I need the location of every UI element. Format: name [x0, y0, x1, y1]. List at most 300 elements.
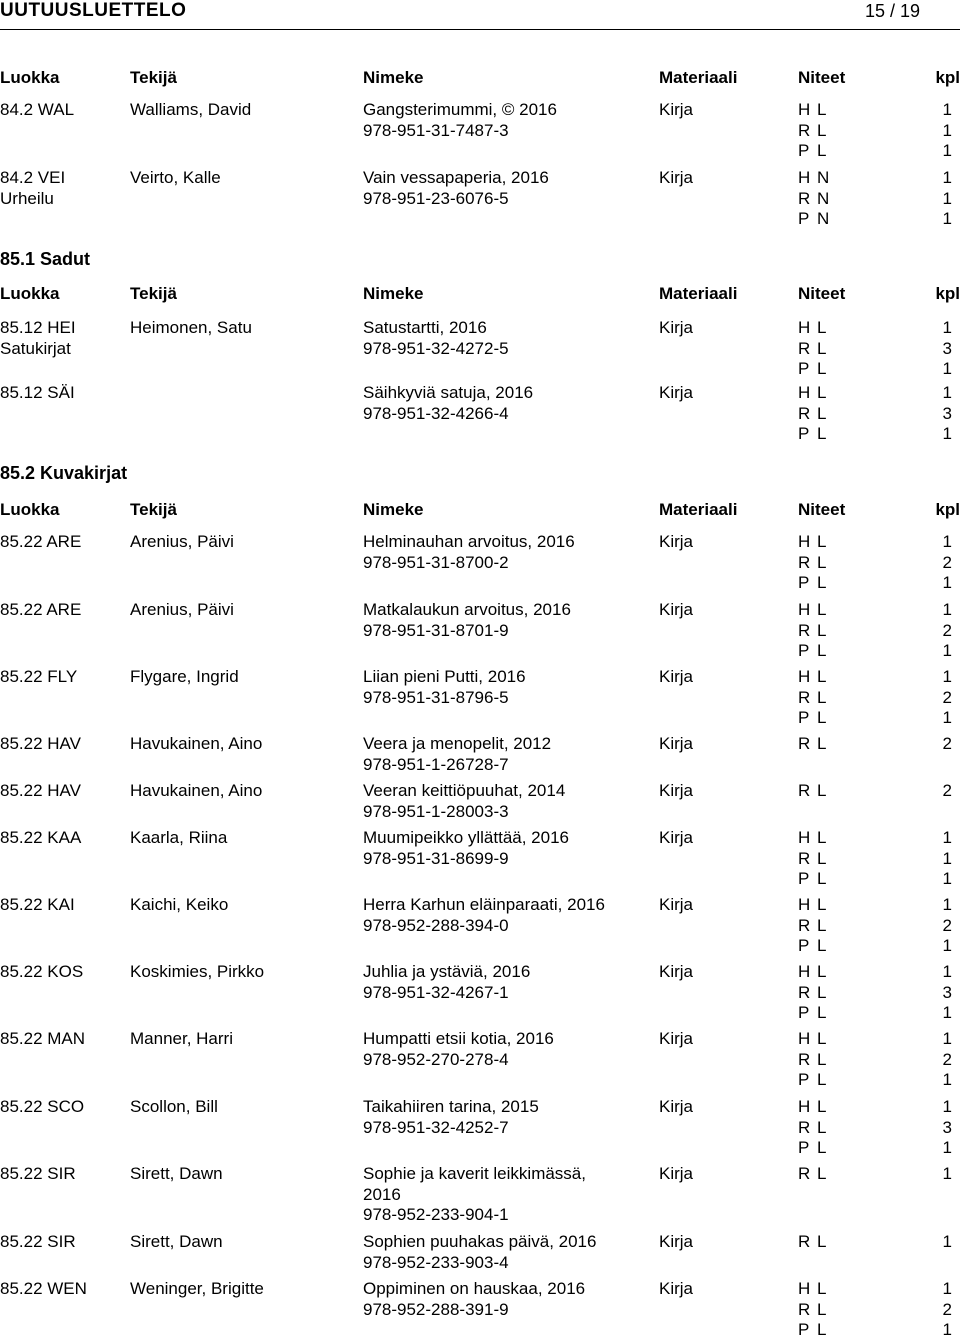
- niteet-location: P: [798, 359, 810, 378]
- kpl-count: 2: [942, 781, 952, 800]
- niteet-type: L: [817, 936, 827, 955]
- entry-luokka: [0, 734, 81, 755]
- entry-materiaali: [659, 100, 693, 121]
- kpl-count: 1: [942, 962, 952, 981]
- col-niteet: Niteet: [798, 68, 846, 87]
- tekija-text: Scollon, Bill: [130, 1097, 218, 1116]
- kpl-count: 1: [942, 1164, 952, 1183]
- nimeke-text: 978-951-31-8701-9: [363, 620, 509, 640]
- col-materiaali: Materiaali: [659, 500, 738, 519]
- niteet-type: L: [817, 600, 827, 619]
- luokka-text: 85.22 SCO: [0, 1097, 85, 1116]
- entry-nimeke: [363, 828, 569, 869]
- niteet-type: L: [817, 848, 827, 868]
- niteet-type: L: [817, 359, 827, 378]
- niteet-location: R: [798, 1232, 811, 1251]
- section-title-sadut: 85.1 Sadut: [0, 249, 91, 269]
- entry-luokka: [0, 1097, 84, 1118]
- kpl-count: 1: [942, 600, 952, 619]
- kpl-count: 2: [942, 734, 952, 753]
- nimeke-text: 978-951-31-8700-2: [363, 552, 509, 572]
- luokka-text: Satukirjat: [0, 338, 71, 358]
- entry-materiaali: [659, 1097, 693, 1118]
- luokka-text: 85.22 ARE: [0, 532, 82, 551]
- kpl-count: 1: [942, 848, 952, 868]
- niteet-location: R: [798, 734, 811, 753]
- entry-luokka: [0, 667, 77, 688]
- entry-tekija: [130, 734, 262, 755]
- kpl-count: 1: [942, 573, 952, 592]
- kpl-count: 2: [942, 620, 952, 640]
- luokka-text: 85.12 HEI: [0, 318, 76, 337]
- luokka-text: 85.22 MAN: [0, 1029, 86, 1048]
- nimeke-text: Veera ja menopelit, 2012: [363, 734, 552, 753]
- niteet-location: H: [798, 1029, 811, 1048]
- materiaali-text: Kirja: [659, 1029, 694, 1048]
- nimeke-text: Liian pieni Putti, 2016: [363, 667, 526, 686]
- niteet-location: H: [798, 828, 811, 847]
- kpl-count: 1: [942, 532, 952, 551]
- entry-luokka: [0, 828, 81, 849]
- niteet-location: R: [798, 781, 811, 800]
- luokka-text: 85.22 HAV: [0, 781, 81, 800]
- tekija-text: Kaarla, Riina: [130, 828, 228, 847]
- entry-nimeke: [363, 168, 549, 209]
- nimeke-text: 978-952-288-394-0: [363, 915, 509, 935]
- entry-niteet-location: [798, 895, 810, 957]
- tekija-text: Manner, Harri: [130, 1029, 233, 1048]
- entry-luokka: [0, 962, 83, 983]
- kpl-count: 1: [942, 383, 952, 402]
- entry-kpl: [943, 1232, 952, 1253]
- nimeke-text: Matkalaukun arvoitus, 2016: [363, 600, 571, 619]
- entry-niteet-type: [817, 100, 826, 162]
- entry-kpl: [943, 168, 952, 230]
- column-header-row: [0, 499, 960, 521]
- niteet-location: P: [798, 936, 810, 955]
- materiaali-text: Kirja: [659, 532, 694, 551]
- niteet-type: N: [817, 168, 830, 187]
- niteet-type: L: [817, 620, 827, 640]
- entry-tekija: [130, 828, 227, 849]
- col-tekija: Tekijä: [130, 500, 177, 519]
- entry-nimeke: [363, 781, 565, 822]
- niteet-type: L: [817, 120, 827, 140]
- nimeke-text: 978-951-32-4266-4: [363, 403, 509, 423]
- entry-kpl: [943, 781, 952, 802]
- entry-nimeke: [363, 962, 530, 1003]
- kpl-count: 2: [942, 552, 952, 572]
- materiaali-text: Kirja: [659, 383, 694, 402]
- entry-nimeke: [363, 383, 533, 424]
- col-luokka: Luokka: [0, 68, 60, 87]
- niteet-location: R: [798, 982, 811, 1002]
- nimeke-text: 978-951-32-4272-5: [363, 338, 509, 358]
- kpl-count: 3: [942, 403, 952, 423]
- col-nimeke: Nimeke: [363, 68, 424, 87]
- entry-materiaali: [659, 1164, 693, 1185]
- entry-luokka: [0, 168, 65, 209]
- niteet-type: L: [817, 1299, 827, 1319]
- entry-niteet-type: [817, 600, 826, 662]
- entry-niteet-type: [817, 1029, 826, 1091]
- kpl-count: 1: [942, 1138, 952, 1157]
- niteet-location: R: [798, 848, 811, 868]
- luokka-text: 85.22 KAA: [0, 828, 82, 847]
- entry-materiaali: [659, 667, 693, 688]
- niteet-type: L: [817, 781, 827, 800]
- niteet-location: R: [798, 1049, 811, 1069]
- column-header-row: [0, 283, 960, 305]
- entry-luokka: [0, 1232, 76, 1253]
- niteet-location: P: [798, 1320, 810, 1339]
- luokka-text: 85.22 SIR: [0, 1232, 76, 1251]
- niteet-location: H: [798, 383, 811, 402]
- column-header-row: [0, 67, 960, 89]
- entry-materiaali: [659, 895, 693, 916]
- entry-niteet-type: [817, 1279, 826, 1341]
- kpl-count: 1: [942, 100, 952, 119]
- tekija-text: Koskimies, Pirkko: [130, 962, 265, 981]
- entry-niteet-location: [798, 781, 810, 802]
- niteet-type: L: [817, 573, 827, 592]
- niteet-type: L: [817, 869, 827, 888]
- entry-nimeke: [363, 1164, 586, 1226]
- luokka-text: 85.22 WEN: [0, 1279, 87, 1298]
- niteet-location: R: [798, 552, 811, 572]
- niteet-type: L: [817, 424, 827, 443]
- col-nimeke: Nimeke: [363, 284, 424, 303]
- entry-niteet-location: [798, 667, 810, 729]
- niteet-location: R: [798, 338, 811, 358]
- kpl-count: 1: [942, 828, 952, 847]
- kpl-count: 1: [942, 1097, 952, 1116]
- nimeke-text: 978-951-31-8796-5: [363, 687, 509, 707]
- niteet-type: L: [817, 1070, 827, 1089]
- entry-materiaali: [659, 318, 693, 339]
- niteet-location: P: [798, 1003, 810, 1022]
- niteet-location: P: [798, 1070, 810, 1089]
- entry-tekija: [130, 600, 234, 621]
- entry-kpl: [943, 100, 952, 162]
- entry-materiaali: [659, 1279, 693, 1300]
- niteet-location: P: [798, 424, 810, 443]
- entry-kpl: [943, 962, 952, 1024]
- kpl-count: 2: [942, 1049, 952, 1069]
- materiaali-text: Kirja: [659, 1279, 694, 1298]
- niteet-type: L: [817, 641, 827, 660]
- entry-kpl: [943, 1029, 952, 1091]
- entry-luokka: [0, 781, 81, 802]
- materiaali-text: Kirja: [659, 962, 694, 981]
- entry-luokka: [0, 895, 75, 916]
- entry-kpl: [943, 318, 952, 380]
- entry-tekija: [130, 1164, 223, 1185]
- niteet-type: L: [817, 1164, 827, 1183]
- nimeke-text: 978-951-1-28003-3: [363, 801, 509, 821]
- kpl-count: 1: [942, 1279, 952, 1298]
- entry-tekija: [130, 895, 228, 916]
- entry-niteet-location: [798, 828, 810, 890]
- materiaali-text: Kirja: [659, 100, 694, 119]
- niteet-location: P: [798, 141, 810, 160]
- entry-tekija: [130, 1232, 223, 1253]
- entry-kpl: [943, 1279, 952, 1341]
- niteet-location: H: [798, 318, 811, 337]
- entry-niteet-type: [817, 318, 826, 380]
- col-tekija: Tekijä: [130, 68, 177, 87]
- col-nimeke: Nimeke: [363, 500, 424, 519]
- entry-niteet-location: [798, 1164, 810, 1185]
- niteet-type: L: [817, 915, 827, 935]
- entry-materiaali: [659, 828, 693, 849]
- luokka-text: 85.22 HAV: [0, 734, 81, 753]
- entry-kpl: [943, 600, 952, 662]
- niteet-location: R: [798, 403, 811, 423]
- materiaali-text: Kirja: [659, 318, 694, 337]
- nimeke-text: Muumipeikko yllättää, 2016: [363, 828, 570, 847]
- niteet-location: P: [798, 641, 810, 660]
- entry-nimeke: [363, 1232, 596, 1273]
- entry-materiaali: [659, 168, 693, 189]
- tekija-text: Veirto, Kalle: [130, 168, 221, 187]
- entry-tekija: [130, 1279, 264, 1300]
- tekija-text: Walliams, David: [130, 100, 252, 119]
- materiaali-text: Kirja: [659, 895, 694, 914]
- entry-niteet-location: [798, 318, 810, 380]
- entry-niteet-type: [817, 734, 826, 755]
- materiaali-text: Kirja: [659, 667, 694, 686]
- materiaali-text: Kirja: [659, 1097, 694, 1116]
- materiaali-text: Kirja: [659, 1232, 694, 1251]
- tekija-text: Sirett, Dawn: [130, 1164, 223, 1183]
- entry-niteet-location: [798, 734, 810, 755]
- nimeke-text: Säihkyviä satuja, 2016: [363, 383, 534, 402]
- nimeke-text: Sophie ja kaverit leikkimässä,: [363, 1164, 586, 1183]
- entry-kpl: [943, 1164, 952, 1185]
- entry-niteet-type: [817, 168, 829, 230]
- luokka-text: 85.22 FLY: [0, 667, 78, 686]
- entry-niteet-type: [817, 895, 826, 957]
- tekija-text: Arenius, Päivi: [130, 532, 234, 551]
- niteet-location: H: [798, 895, 811, 914]
- nimeke-text: Gangsterimummi, © 2016: [363, 100, 557, 119]
- niteet-location: H: [798, 1279, 811, 1298]
- entry-luokka: [0, 318, 76, 359]
- tekija-text: Havukainen, Aino: [130, 781, 263, 800]
- niteet-location: R: [798, 1164, 811, 1183]
- entry-materiaali: [659, 734, 693, 755]
- niteet-location: R: [798, 620, 811, 640]
- niteet-location: P: [798, 869, 810, 888]
- nimeke-text: Oppiminen on hauskaa, 2016: [363, 1279, 586, 1298]
- entry-luokka: [0, 532, 81, 553]
- nimeke-text: Herra Karhun eläinparaati, 2016: [363, 895, 605, 914]
- entry-nimeke: [363, 1097, 539, 1138]
- kpl-count: 3: [942, 982, 952, 1002]
- luokka-text: 85.22 ARE: [0, 600, 82, 619]
- niteet-type: L: [817, 141, 827, 160]
- niteet-type: N: [817, 209, 830, 228]
- entry-tekija: [130, 667, 239, 688]
- col-kpl: kpl: [935, 500, 960, 519]
- entry-luokka: [0, 1164, 76, 1185]
- niteet-type: L: [817, 687, 827, 707]
- niteet-type: L: [817, 1049, 827, 1069]
- niteet-location: H: [798, 100, 811, 119]
- luokka-text: 85.12 SÄI: [0, 383, 75, 402]
- niteet-type: L: [817, 1117, 827, 1137]
- tekija-text: Weninger, Brigitte: [130, 1279, 264, 1298]
- niteet-type: L: [817, 338, 827, 358]
- entry-tekija: [130, 318, 252, 339]
- section-title-kuvakirjat: 85.2 Kuvakirjat: [0, 463, 128, 483]
- entry-niteet-location: [798, 1279, 810, 1341]
- luokka-text: 85.22 SIR: [0, 1164, 76, 1183]
- kpl-count: 1: [942, 1320, 952, 1339]
- entry-tekija: [130, 532, 234, 553]
- entry-luokka: [0, 100, 74, 121]
- niteet-location: P: [798, 708, 810, 727]
- header-divider: [0, 29, 960, 30]
- entry-materiaali: [659, 781, 693, 802]
- niteet-location: R: [798, 687, 811, 707]
- niteet-type: L: [817, 532, 827, 551]
- entry-niteet-type: [817, 962, 826, 1024]
- niteet-location: H: [798, 1097, 811, 1116]
- entry-niteet-location: [798, 100, 810, 162]
- entry-kpl: [943, 667, 952, 729]
- niteet-type: L: [817, 982, 827, 1002]
- tekija-text: Havukainen, Aino: [130, 734, 263, 753]
- niteet-type: L: [817, 318, 827, 337]
- entry-tekija: [130, 781, 262, 802]
- materiaali-text: Kirja: [659, 828, 694, 847]
- entry-niteet-location: [798, 1029, 810, 1091]
- niteet-type: L: [817, 1029, 827, 1048]
- nimeke-text: Satustartti, 2016: [363, 318, 487, 337]
- entry-kpl: [943, 532, 952, 594]
- niteet-type: L: [817, 100, 827, 119]
- niteet-type: L: [817, 1138, 827, 1157]
- niteet-type: L: [817, 1097, 827, 1116]
- kpl-count: 1: [942, 641, 952, 660]
- nimeke-text: 978-952-288-391-9: [363, 1299, 509, 1319]
- nimeke-text: Helminauhan arvoitus, 2016: [363, 532, 575, 551]
- kpl-count: 1: [942, 188, 952, 208]
- entry-kpl: [943, 1097, 952, 1159]
- niteet-location: R: [798, 1299, 811, 1319]
- niteet-type: L: [817, 1003, 827, 1022]
- nimeke-text: Veeran keittiöpuuhat, 2014: [363, 781, 566, 800]
- entry-niteet-type: [817, 667, 826, 729]
- entry-niteet-location: [798, 383, 810, 445]
- entry-kpl: [943, 895, 952, 957]
- entry-nimeke: [363, 1029, 554, 1070]
- niteet-location: H: [798, 532, 811, 551]
- kpl-count: 1: [942, 667, 952, 686]
- niteet-type: L: [817, 962, 827, 981]
- niteet-location: H: [798, 600, 811, 619]
- entry-luokka: [0, 1279, 87, 1300]
- entry-materiaali: [659, 1232, 693, 1253]
- niteet-location: H: [798, 962, 811, 981]
- entry-materiaali: [659, 532, 693, 553]
- entry-niteet-type: [817, 1097, 826, 1159]
- entry-niteet-location: [798, 168, 810, 230]
- entry-niteet-location: [798, 962, 810, 1024]
- entry-materiaali: [659, 1029, 693, 1050]
- entry-luokka: [0, 383, 75, 404]
- kpl-count: 3: [942, 1117, 952, 1137]
- entry-niteet-type: [817, 1164, 826, 1185]
- niteet-location: P: [798, 209, 810, 228]
- col-luokka: Luokka: [0, 500, 60, 519]
- niteet-type: L: [817, 734, 827, 753]
- entry-tekija: [130, 962, 264, 983]
- kpl-count: 1: [942, 1003, 952, 1022]
- kpl-count: 1: [942, 359, 952, 378]
- materiaali-text: Kirja: [659, 734, 694, 753]
- entry-niteet-type: [817, 781, 826, 802]
- entry-tekija: [130, 100, 251, 121]
- niteet-type: L: [817, 403, 827, 423]
- nimeke-text: 978-951-1-26728-7: [363, 754, 509, 774]
- col-tekija: Tekijä: [130, 284, 177, 303]
- entry-nimeke: [363, 318, 509, 359]
- kpl-count: 2: [942, 1299, 952, 1319]
- nimeke-text: 978-952-233-904-1: [363, 1205, 509, 1224]
- niteet-type: L: [817, 383, 827, 402]
- kpl-count: 1: [942, 424, 952, 443]
- niteet-type: L: [817, 552, 827, 572]
- entry-niteet-type: [817, 828, 826, 890]
- entry-tekija: [130, 168, 221, 189]
- kpl-count: 1: [942, 708, 952, 727]
- niteet-type: N: [817, 188, 830, 208]
- entry-tekija: [130, 1097, 218, 1118]
- niteet-type: L: [817, 708, 827, 727]
- entry-luokka: [0, 1029, 85, 1050]
- niteet-type: L: [817, 1320, 827, 1339]
- kpl-count: 1: [942, 1232, 952, 1251]
- kpl-count: 2: [942, 915, 952, 935]
- kpl-count: 1: [942, 869, 952, 888]
- nimeke-text: 978-952-270-278-4: [363, 1049, 509, 1069]
- nimeke-text: Humpatti etsii kotia, 2016: [363, 1029, 554, 1048]
- entry-materiaali: [659, 600, 693, 621]
- niteet-type: L: [817, 1232, 827, 1251]
- kpl-count: 1: [942, 168, 952, 187]
- nimeke-text: Sophien puuhakas päivä, 2016: [363, 1232, 597, 1251]
- entry-niteet-location: [798, 600, 810, 662]
- tekija-text: Heimonen, Satu: [130, 318, 252, 337]
- niteet-location: R: [798, 120, 811, 140]
- page-header: [0, 0, 960, 28]
- niteet-location: R: [798, 188, 811, 208]
- materiaali-text: Kirja: [659, 781, 694, 800]
- entry-nimeke: [363, 895, 605, 936]
- entry-niteet-type: [817, 383, 826, 445]
- col-niteet: Niteet: [798, 284, 846, 303]
- entry-nimeke: [363, 1279, 585, 1320]
- tekija-text: Arenius, Päivi: [130, 600, 234, 619]
- col-materiaali: Materiaali: [659, 284, 738, 303]
- luokka-text: 85.22 KAI: [0, 895, 75, 914]
- entry-tekija: [130, 1029, 233, 1050]
- col-kpl: kpl: [935, 284, 960, 303]
- luokka-text: 85.22 KOS: [0, 962, 84, 981]
